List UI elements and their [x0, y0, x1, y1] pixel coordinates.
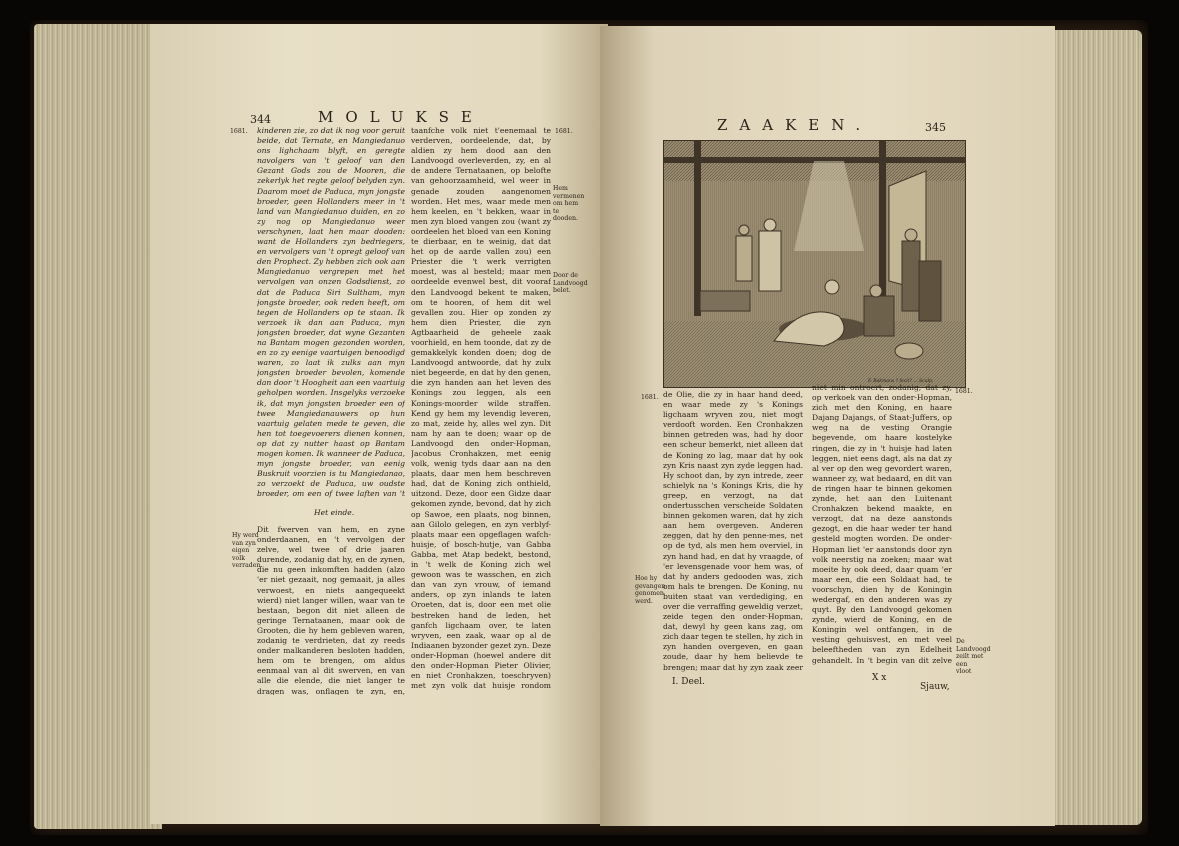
left-column-2 — [411, 126, 551, 691]
left-year-margin: 1681. — [230, 128, 248, 135]
left-column-1-top — [257, 126, 405, 498]
page-edges-left — [34, 24, 162, 829]
left-col1-end: Het einde. — [314, 508, 355, 517]
right-column-b — [812, 383, 952, 665]
right-year-left: 1681. — [641, 394, 659, 401]
engraving-illustration — [663, 140, 966, 388]
left-column-1-bottom — [257, 525, 405, 695]
right-footer-left: I. Deel. — [672, 677, 705, 687]
left-col2-margin-note-2: Door de Landvoogd belet. — [553, 272, 588, 294]
left-col1-text: kinderen zie, zo dat ik nog voor geruit beide, dat Ternate, en Mangiedanuo ons lighchaam blyft, en geregte navolgers van 't geloof van den Gezant Gods zou de Mooren, die zekerlyk het regte geloof belyden zyn. Daarom moet de Paduca, myn jongste broeder, geen Hollanders meer in 't land van Mangiedanuo duiden, en zo zy nog op Mangiedanuo weer verschynen, laat hen maar dooden: want de Hollanders zyn bedriegers, en vervolgers van 't opregt geloof van den Prophect. Zy hebben zich ook aan Mangiedanuo vergrepen met het vervolgen van onzen Godsdienst, zo dat de Paduca Siri Sultham, myn jongste broeder, ook reden heeft, om tegen de Hollanders op te staan. Ik verzoek ik dan aan Paduca, myn jongsten broeder, dat wyne Gezanten na Bantam mogen gezonden worden, en zo zy eenige vaartuigen benoodigd waren, zo laat ik zulks aan myn jongsten broeder bevolen, komende dan door 't Hoogheit aan een vaartuig geholpen worden. Insgelyks verzoeke ik, dat myn jongsten broeder een of twee Mangiedanauwers op hun vaartuig gelaten mede te geven, die hen tot toegevoerers dienen konnen, op dat zy nutter haast op Bantam mogen komen. Ik wanneer de Paduca, myn jongste broeder, van eenig Buskruit voorzien is tu Mangiedanao, zo verzoekt de Paduca, uw oudste broeder, om een of twee laften van 't — [257, 126, 405, 498]
left-page-number: 344 — [250, 113, 271, 126]
right-colA-text: de Olie, die zy in haar hand deed, en waar mede zy 's Konings ligchaam wryven zou, niet mogt verdooft worden. Een Cronhakzen binnen getreden was, had hy door een scheur bemerkt, niet alleen dat de Koning zo lag, maar dat hy ook zyn Kris naast zyn zyde leggen had. Hy schoot dan, by zyn intrede, zeer schielyk na 's Konings Kris, die hy greep, en verzogt, na dat ondertusschen verscheide Soldaten binnen gekomen waren, dat hy zich aan hem overgeven. Anderen zeggen, dat hy den penne-mes, net op de tyd, als men hem overviel, in zyn hand had, en dat hy vraagde, of 'er levensgenade voor hem was, of dat hy anders gedooden was, zich om hals te brengen. De Koning, nu buiten staat van verdediging, en over die verraffing geweldig verzet, zeide tegen den onder-Hopman, dat, dewyl hy geen kans zag, om zich daar tegen te stellen, hy zich in zyn handen overgeven, en gaan zoude, daar hy hem believde te brengen; maar dat hy zyn zaak zeer — [663, 390, 803, 672]
right-page-number: 345 — [925, 121, 946, 134]
right-colA-margin-note: Hoe hy gevangen genomen werd. — [635, 575, 666, 605]
left-col2-year: 1681. — [555, 128, 573, 135]
left-col1-bottom-text: Dit fwerven van hem, en zyne onderdaanen, en 't vervolgen der zelve, wel twee of drie jaaren durende, zodanig dat hy, en de zynen, die nu geen inkomften hadden (alzo 'er niet gezaait, nog gemaait, ja alles verwoest, en niets aangequeekt wierd) niet langer willen, waar van te bestaan, begon dit niet alleen de geringe Ternataanen, maar ook de Grooten, die hy hem gebleven waren, zodanig te verdrieten, dat zy reeds onder malkanderen besloten hadden, hem om te brengen, om aldus eenmaal van al dit swerven, en van alle die elende, die niet langer te dragen was, onflagen te zyn, en, — [257, 525, 405, 695]
engraving-art — [664, 141, 965, 387]
left-col2-text: taanfche volk niet t'eenemaal te verderven, oordeelende, dat, by aldien zy hem dood aan den Landvoogd overleverden, zy, en al de andere Ternataanen, op belofte van gehoorzaamheid, wel weer in genade zouden aangenomen worden. Het mes, waar mede men hem keelen, en 't bekken, waar in men zyn bloed vangen zou (want zy oordeelen het bloed van een Koning te dierbaar, en te weinig, dat dat het op de aarde vallen zou) een Priester die 't werk verrigten moest, was al besteld; maar men oordeelde evenwel best, dit vooraf den Landvoogd bekent te maken, om te hooren, of hem dit wel gevallen zou. Hier op zonden zy hem dien Priester, die zyn Agtbaarheid de geheele zaak voorhield, en hem toonde, dat zy de gemakkelyk konden doen; dog de Landvoogd antwoorde, dat hy zulx niet begeerde, en dat hy den genen, die zyn handen aan het leven des Konings zou leggen, als een Konings-moorder wilde straffen. Kend gy hem my levendig leveren, zo mat, zeide hy, alles wel zyn. Dit nam hy aan te doen; waar op de Landvoogd den onder-Hopman, Jacobus Cronhakzen, met eenig volk, wenig tyds daar aan na den plaats, daar men hem beschreven had, dat de Koning zich onthield, uitzond. Deze, door een Gidze daar gekomen zynde, bevond, dat hy zich op Sawoe, een plaats, nog binnen, aan Gilolo gelegen, en zyn verblyf-plaats maar een opgeflagen wafch-huisje, of bosch-hutje, van Gabba Gabba, met Atap bedekt, bestond, in 't welk de Koning zich wel gewoon was te wasschen, en zich dan van zyn vrouw, of iemand anders, op zyn inlands te laten Oroeten, dat is, door een met olie bestreken hand de leden, het ganfch ligchaam over, te laten wryven, een zaak, waar op al de Indiaanen byzonder gezet zyn. Deze onder-Hopman (hoewel andere dit den onder-Hopman Pieter Olivier, en niet Cronhakzen, toeschryven) met zyn volk dat huisje rondom — [411, 126, 551, 691]
engraving-caption: F. Bakmans ? fecit? ... Sculp. — [868, 379, 934, 384]
left-running-head: MOLUKSE — [318, 108, 484, 126]
right-year-right: 1681. — [955, 388, 973, 395]
right-colB-margin-note: De Landvoogd zeilt met een vloot — [956, 638, 991, 675]
left-margin-note: Hy werd van zyn eigen volk verraden. — [232, 532, 263, 569]
right-column-a — [663, 390, 803, 672]
right-colB-text: niet min ontroert, zodanig, dat zy, op verkoek van den onder-Hopman, zich met den Koning, en haare Dajang Dajangs, of Staat-Juffers, op weg na de vesting Orangie begevende, om haare kostelyke ringen, die zy in 't huisje had laten leggen, niet eens dagt, als na dat zy al ver op den weg gevordert waren, wanneer zy, wat bedaard, en dit van de ringen haar te binnen gekomen zynde, het aan den Luitenant Cronhakzen bekend maakte, en verzogt, dat na deze aanstonds gezogt, en die haar weder ter hand gesteld mogten worden. De onder-Hopman liet 'er aanstonds door zyn volk neerstig na zoeken; maar wat moeite hy ook deed, daar quam 'er maar een, die een Soldaat had, te voorschyn, dien hy de Koningin wedergaf, en den anderen was zy quyt. By den Landvoogd gekomen zynde, wierd de Koning, en de Koningin wel ontfangen, in de vesting gehuisvest, en met veel beleeftheden van zyn Edelheit gehandelt. In 't begin van dit zelve — [812, 383, 952, 665]
right-footer-catchword: Sjauw, — [920, 682, 950, 692]
page-edges-right — [1050, 30, 1142, 825]
left-col2-margin-note-1: Hem vermenen om hem te dooden. — [553, 185, 585, 222]
right-running-head: ZAAKEN. — [717, 116, 873, 134]
right-footer-signature: X x — [872, 673, 887, 683]
